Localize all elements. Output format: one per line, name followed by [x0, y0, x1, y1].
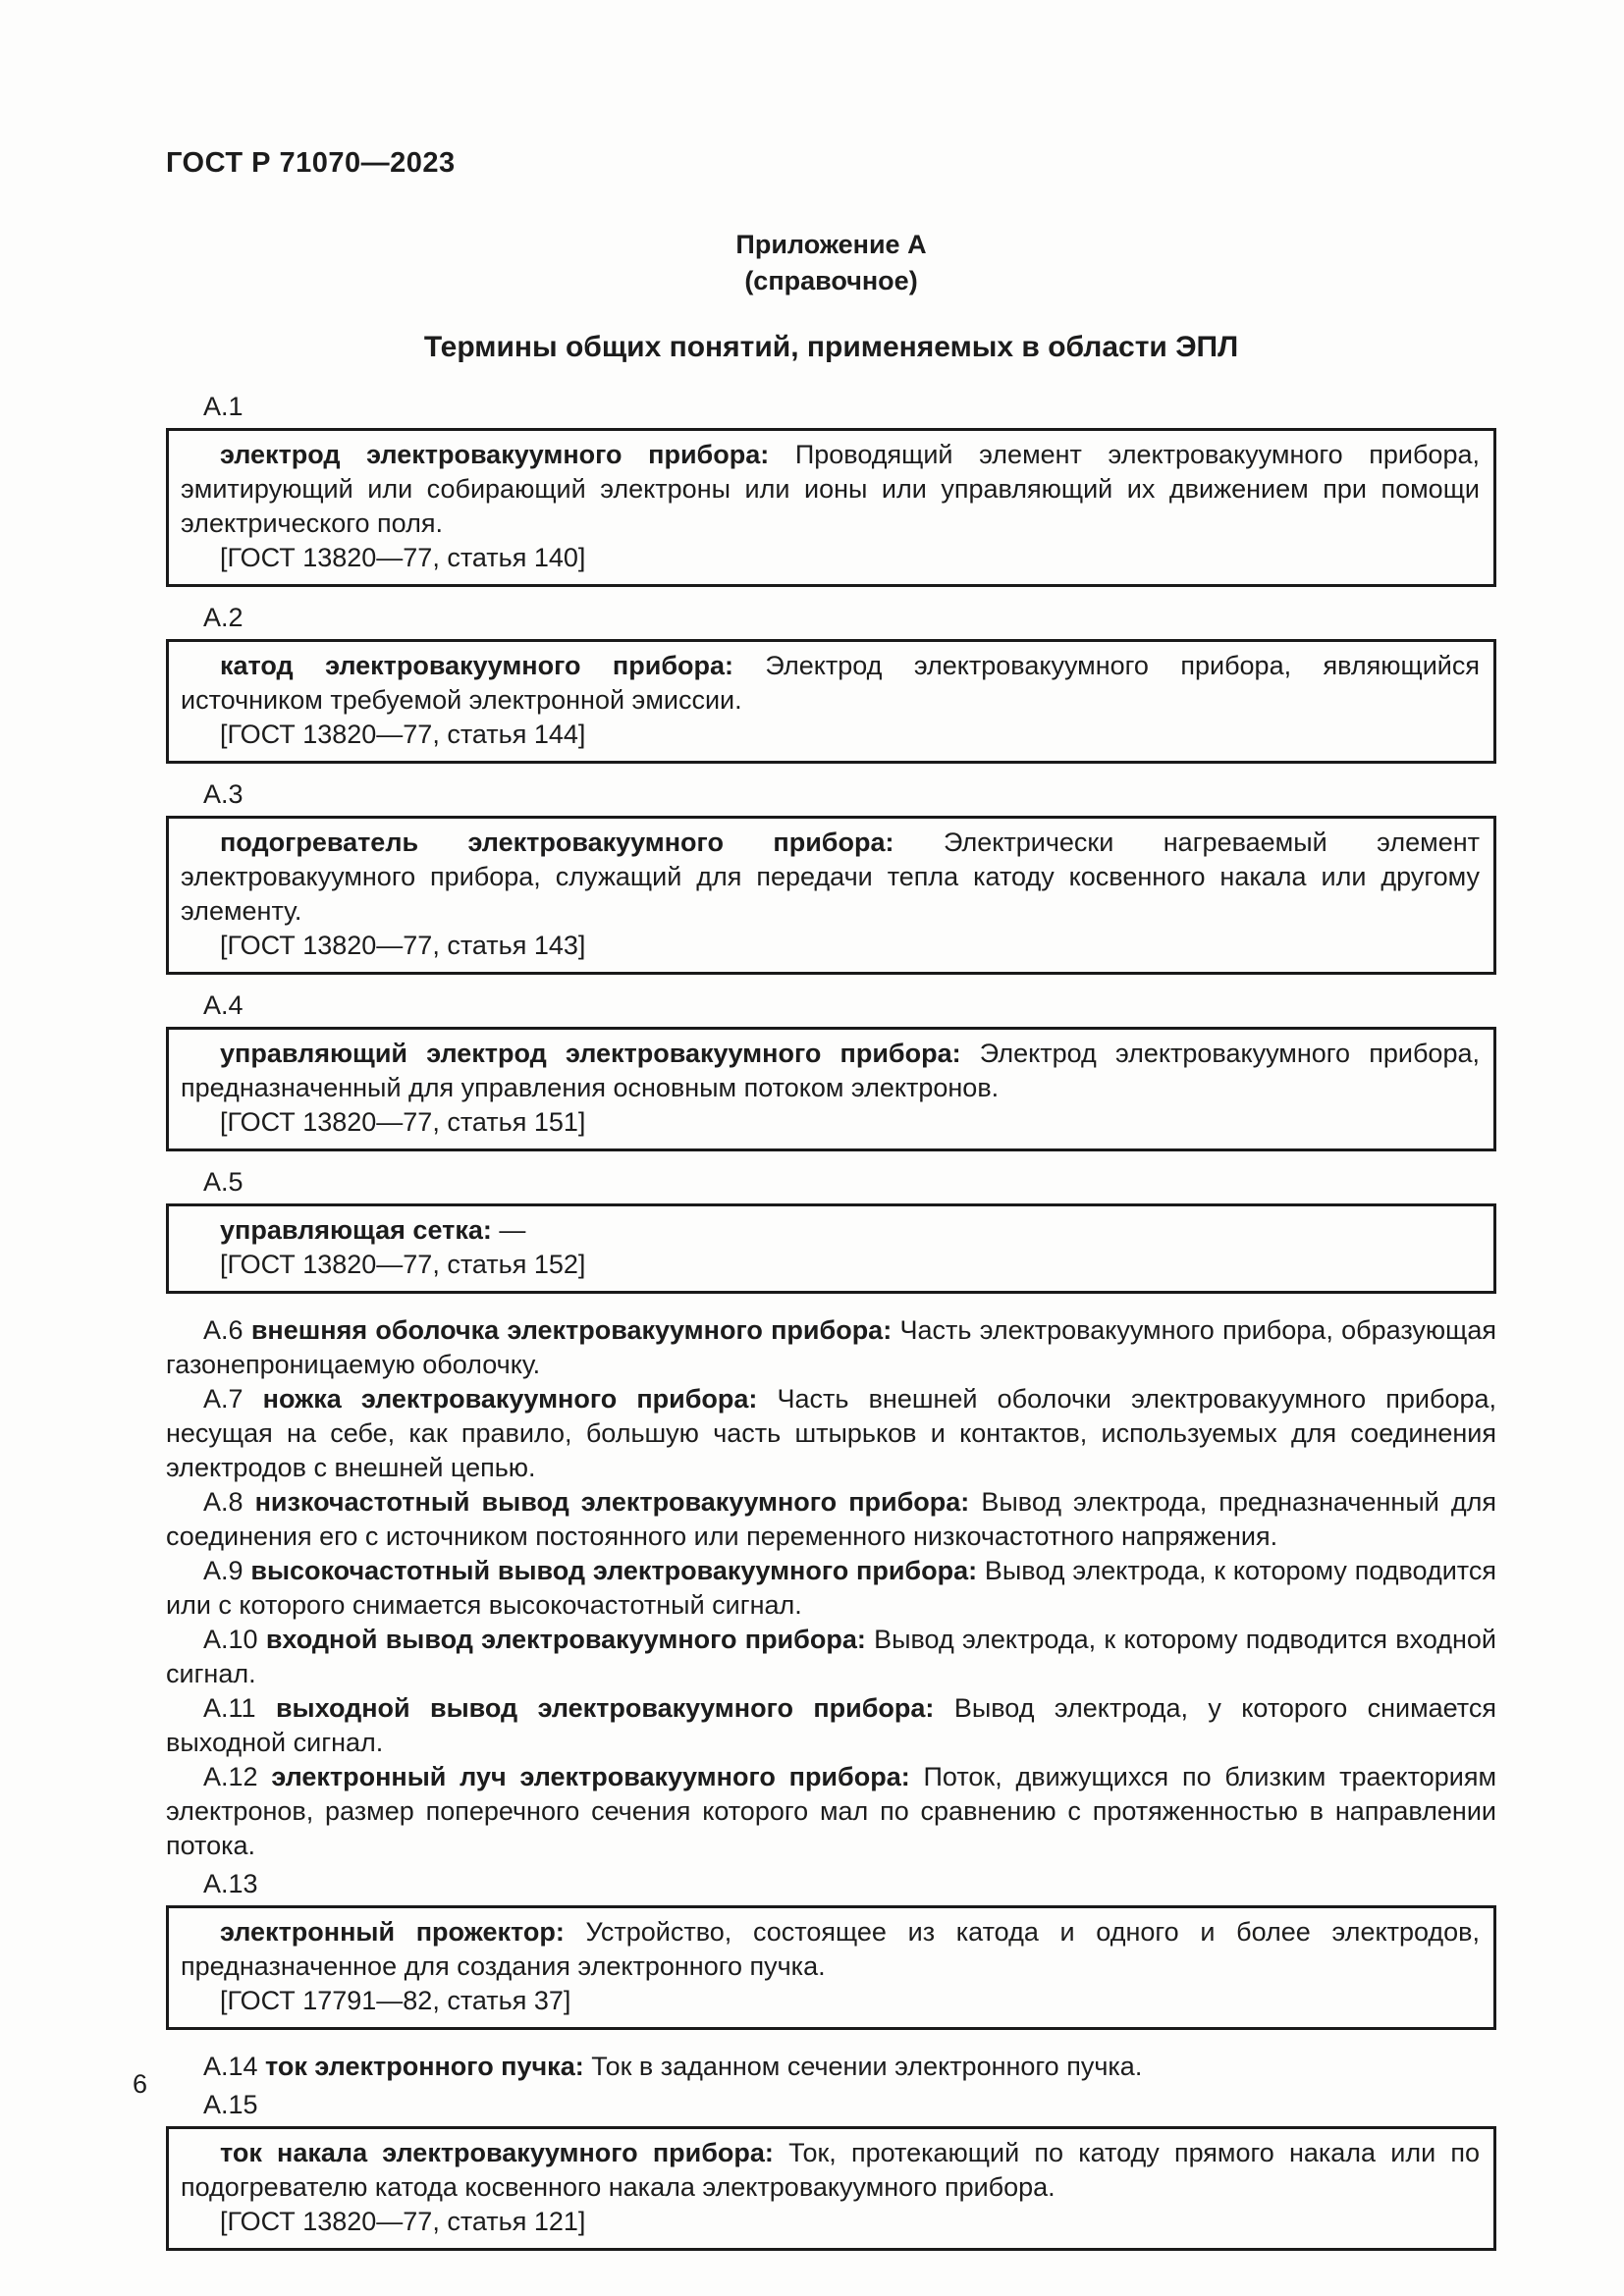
source-reference: [ГОСТ 13820—77, статья 143] — [220, 931, 586, 960]
definition-box — [166, 1905, 1496, 2030]
term-entry: А.11 выходной вывод электровакуумного прибора: Вывод электрода, у которого снимается выходной сигнал. — [166, 1693, 1496, 1757]
term-name: катод электровакуумного прибора: — [220, 651, 733, 680]
entry-number: А.6 — [203, 1315, 251, 1345]
term-definition: электронный прожектор: Устройство, состоящее из катода и одного и более электродов, предназначенное для создания электронного пучка. — [181, 1917, 1480, 1981]
term-name: управляющая сетка: — [220, 1215, 492, 1245]
entry-number: А.4 — [203, 990, 244, 1020]
source-reference: [ГОСТ 13820—77, статья 121] — [220, 2207, 586, 2236]
entry-number: А.1 — [203, 392, 244, 421]
entry-number: А.8 — [203, 1487, 255, 1517]
page-number: 6 — [133, 2069, 148, 2099]
entry-number: А.3 — [203, 779, 244, 809]
entry-number: А.7 — [203, 1384, 263, 1414]
term-name: управляющий электрод электровакуумного прибора: — [220, 1039, 961, 1068]
term-definition: ток накала электровакуумного прибора: Ток, протекающий по катоду прямого накала или по подогревателю катода косвенного накала электровакуумного прибора. — [181, 2138, 1480, 2202]
term-name: внешняя оболочка электровакуумного прибора: — [250, 1315, 893, 1345]
term-name: электрод электровакуумного прибора: — [220, 440, 770, 469]
definition-box — [166, 639, 1496, 764]
entry-number: А.15 — [203, 2090, 258, 2119]
term-name: входной вывод электровакуумного прибора: — [265, 1625, 866, 1654]
term-entry: А.14 ток электронного пучка: Ток в заданном сечении электронного пучка. — [203, 2052, 1143, 2081]
term-entry: А.9 высокочастотный вывод электровакуумного прибора: Вывод электрода, к которому подводится или с которого снимается высокочастотный сигнал. — [166, 1556, 1496, 1620]
term-definition: управляющий электрод электровакуумного прибора: Электрод электровакуумного прибора, предназначенный для управления основным потоком электронов. — [181, 1039, 1480, 1102]
definition-box — [166, 1027, 1496, 1151]
term-name: ножка электровакуумного прибора: — [262, 1384, 758, 1414]
entry-number: А.12 — [203, 1762, 272, 1791]
term-definition: электрод электровакуумного прибора: Проводящий элемент электровакуумного прибора, эмитирующий или собирающий электроны или ионы или управляющий их движением при помощи электрического поля. — [181, 440, 1480, 538]
term-name: высокочастотный вывод электровакуумного прибора: — [250, 1556, 978, 1585]
source-reference: [ГОСТ 13820—77, статья 140] — [220, 543, 586, 572]
entry-number: А.10 — [203, 1625, 266, 1654]
source-reference: [ГОСТ 17791—82, статья 37] — [220, 1986, 571, 2015]
term-entry: А.7 ножка электровакуумного прибора: Часть внешней оболочки электровакуумного прибора, несущая на себе, как правило, большую часть штырьков и контактов, используемых для соединения электродов с внешней цепью. — [166, 1384, 1496, 1482]
term-definition: управляющая сетка: — — [220, 1215, 526, 1245]
entry-number: А.13 — [203, 1869, 258, 1898]
term-name: электронный луч электровакуумного прибора: — [271, 1762, 910, 1791]
term-name: ток накала электровакуумного прибора: — [220, 2138, 774, 2167]
term-name: электронный прожектор: — [220, 1917, 565, 1947]
term-entry: А.6 внешняя оболочка электровакуумного прибора: Часть электровакуумного прибора, образующая газонепроницаемую оболочку. — [166, 1315, 1496, 1379]
term-entry: А.12 электронный луч электровакуумного прибора: Поток, движущихся по близким траекториям электронов, размер поперечного сечения которого мал по сравнению с протяженностью в направлении потока. — [166, 1762, 1497, 1860]
appendix-kind: (справочное) — [744, 266, 918, 295]
entry-number: А.2 — [203, 603, 244, 632]
term-name: выходной вывод электровакуумного прибора: — [275, 1693, 935, 1723]
entry-number: А.14 — [203, 2052, 266, 2081]
term-definition: катод электровакуумного прибора: Электрод электровакуумного прибора, являющийся источником требуемой электронной эмиссии. — [181, 651, 1481, 715]
term-name: низкочастотный вывод электровакуумного прибора: — [254, 1487, 970, 1517]
terms-list — [166, 390, 1496, 2251]
appendix-label: Приложение А — [735, 230, 927, 259]
definition-box — [166, 428, 1496, 587]
source-reference: [ГОСТ 13820—77, статья 144] — [220, 720, 586, 749]
definition-box — [166, 2126, 1496, 2251]
term-name: ток электронного пучка: — [265, 2052, 584, 2081]
term-entry: А.8 низкочастотный вывод электровакуумного прибора: Вывод электрода, предназначенный для соединения его с источником постоянного или переменного низкочастотного напряжения. — [166, 1487, 1496, 1551]
entry-number: А.11 — [203, 1693, 276, 1723]
entry-number: А.9 — [203, 1556, 251, 1585]
term-entry: А.10 входной вывод электровакуумного прибора: Вывод электрода, к которому подводится входной сигнал. — [166, 1625, 1496, 1688]
term-name: подогреватель электровакуумного прибора: — [220, 828, 894, 857]
entry-number: А.5 — [203, 1167, 244, 1197]
term-definition: подогреватель электровакуумного прибора: Электрически нагреваемый элемент электровакуумного прибора, служащий для передачи тепла катоду косвенного накала или другому элементу. — [181, 828, 1480, 926]
definition-box — [166, 816, 1496, 975]
source-reference: [ГОСТ 13820—77, статья 151] — [220, 1107, 586, 1137]
definition-box — [166, 1203, 1496, 1294]
source-reference: [ГОСТ 13820—77, статья 152] — [220, 1250, 586, 1279]
document-code: ГОСТ Р 71070—2023 — [166, 147, 456, 179]
document-page — [166, 0, 1496, 2265]
appendix-title: Термины общих понятий, применяемых в области ЭПЛ — [423, 331, 1239, 363]
